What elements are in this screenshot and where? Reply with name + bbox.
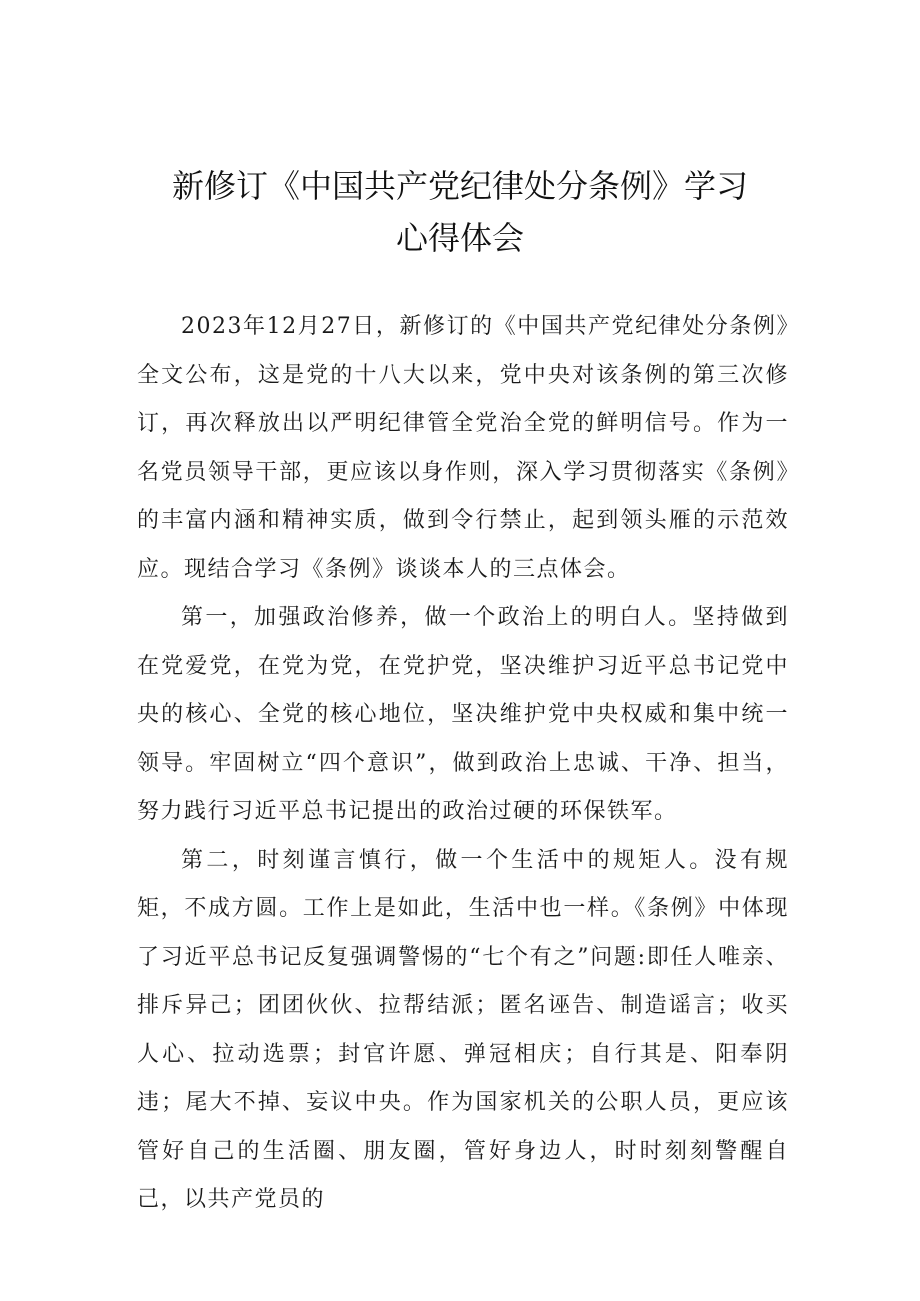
- paragraph-first-point: 第一，加强政治修养，做一个政治上的明白人。坚持做到在党爱党，在党为党，在党护党，坚决维护习近平总书记党中央的核心、全党的核心地位，坚决维护党中央权威和集中统一领导。牢固树立“四个意识”，做到政治上忠诚、干净、担当，努力践行习近平总书记提出的政治过硬的环保铁军。: [137, 605, 789, 824]
- paragraph-second-point: 第二，时刻谨言慎行，做一个生活中的规矩人。没有规矩，不成方圆。工作上是如此，生活中也一样。《条例》中体现了习近平总书记反复强调警惕的“七个有之”问题:即任人唯亲、排斥异己；团团伙伙、拉帮结派；匿名诬告、制造谣言；收买人心、拉动选票；封官许愿、弹冠相庆；自行其是、阳奉阴违；尾大不掉、妄议中央。作为国家机关的公职人员，更应该管好自己的生活圈、朋友圈，管好身边人，时时刻刻警醒自己，以共产党员的: [137, 847, 789, 1212]
- title-line-2: 心得体会: [395, 219, 524, 257]
- document-title: [0, 160, 920, 264]
- paragraph-intro: 2023年12月27日，新修订的《中国共产党纪律处分条例》全文公布，这是党的十八大以来，党中央对该条例的第三次修订，再次释放出以严明纪律管全党治全党的鲜明信号。作为一名党员领导干部，更应该以身作则，深入学习贯彻落实《条例》的丰富内涵和精神实质，做到令行禁止，起到领头雁的示范效应。现结合学习《条例》谈谈本人的三点体会。: [137, 314, 789, 582]
- document-body: [137, 303, 789, 1225]
- title-line-1: 新修订《中国共产党纪律处分条例》学习: [171, 167, 748, 205]
